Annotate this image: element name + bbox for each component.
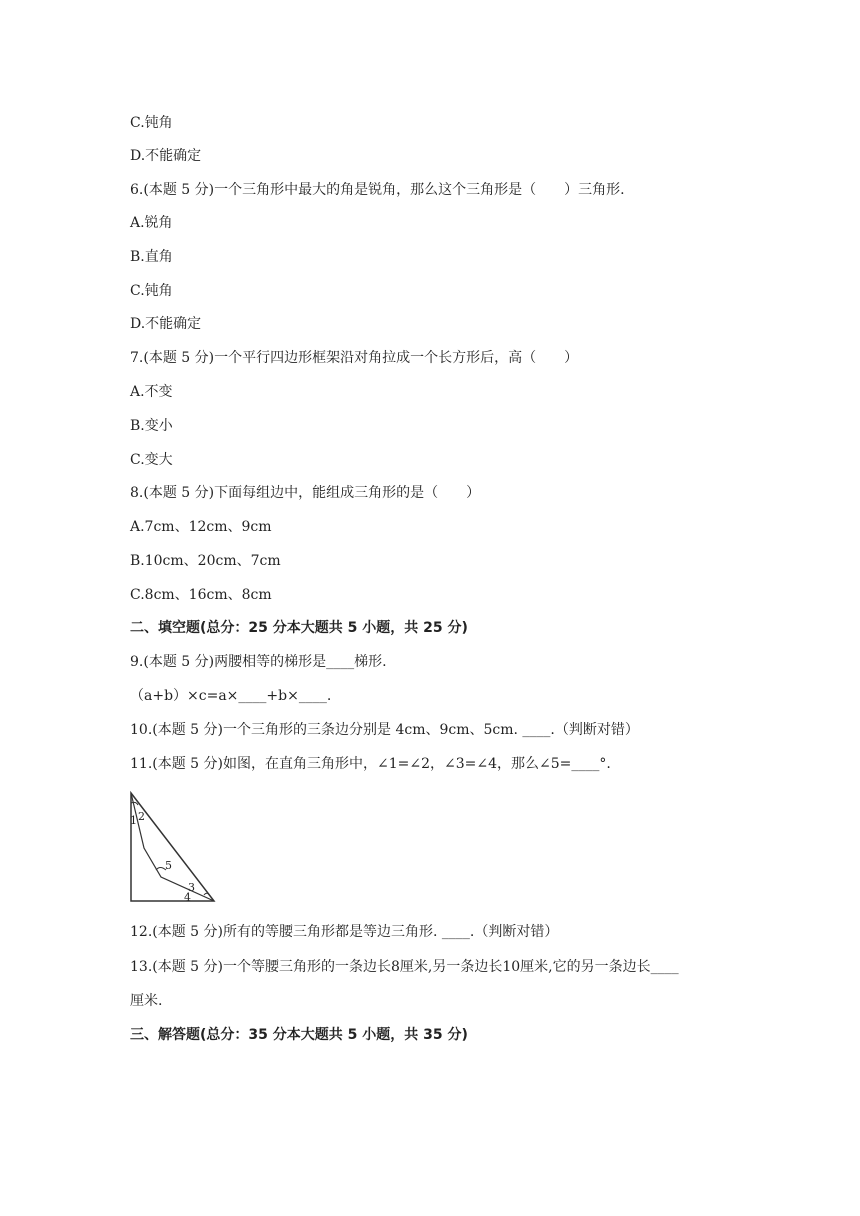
option-b-q8: B.10cm、20cm、7cm [130, 553, 281, 569]
question-9-formula: （a+b）×c=a×____+b×____. [130, 688, 332, 704]
right-triangle-figure [128, 790, 218, 906]
option-c-q8: C.8cm、16cm、8cm [130, 587, 272, 603]
angle-label-5: 5 [165, 859, 172, 872]
option-c-q5: C.钝角 [130, 115, 173, 131]
option-c-q7: C.变大 [130, 452, 173, 468]
section-heading-answer: 三、解答题(总分：35 分本大题共 5 小题，共 35 分) [130, 1027, 468, 1043]
option-b-q6: B.直角 [130, 249, 173, 265]
question-13-cont: 厘米. [130, 993, 163, 1009]
question-13: 13.(本题 5 分)一个等腰三角形的一条边长8厘米,另一条边长10厘米,它的另一条边长____ [130, 959, 679, 975]
angle-label-4: 4 [184, 891, 191, 904]
angle-label-3: 3 [188, 881, 195, 894]
question-8: 8.(本题 5 分)下面每组边中，能组成三角形的是（ ） [130, 485, 481, 501]
question-11: 11.(本题 5 分)如图，在直角三角形中，∠1=∠2，∠3=∠4，那么∠5=____°. [130, 756, 611, 772]
option-a-q6: A.锐角 [130, 215, 173, 231]
option-a-q7: A.不变 [130, 384, 173, 400]
option-d-q6: D.不能确定 [130, 316, 202, 332]
option-a-q8: A.7cm、12cm、9cm [130, 519, 272, 535]
angle-label-2: 2 [138, 810, 145, 823]
question-12: 12.(本题 5 分)所有的等腰三角形都是等边三角形. ____.（判断对错） [130, 924, 559, 940]
question-7: 7.(本题 5 分)一个平行四边形框架沿对角拉成一个长方形后，高（ ） [130, 350, 579, 366]
option-c-q6: C.钝角 [130, 283, 173, 299]
question-6: 6.(本题 5 分)一个三角形中最大的角是锐角，那么这个三角形是（ ）三角形. [130, 182, 625, 198]
section-heading-fill-blank: 二、填空题(总分：25 分本大题共 5 小题，共 25 分) [130, 620, 468, 636]
angle-label-1: 1 [130, 814, 137, 827]
option-b-q7: B.变小 [130, 418, 173, 434]
question-10: 10.(本题 5 分)一个三角形的三条边分别是 4cm、9cm、5cm. ____.（判断对错） [130, 722, 639, 738]
option-d-q5: D.不能确定 [130, 148, 202, 164]
question-9: 9.(本题 5 分)两腰相等的梯形是____梯形. [130, 654, 387, 670]
